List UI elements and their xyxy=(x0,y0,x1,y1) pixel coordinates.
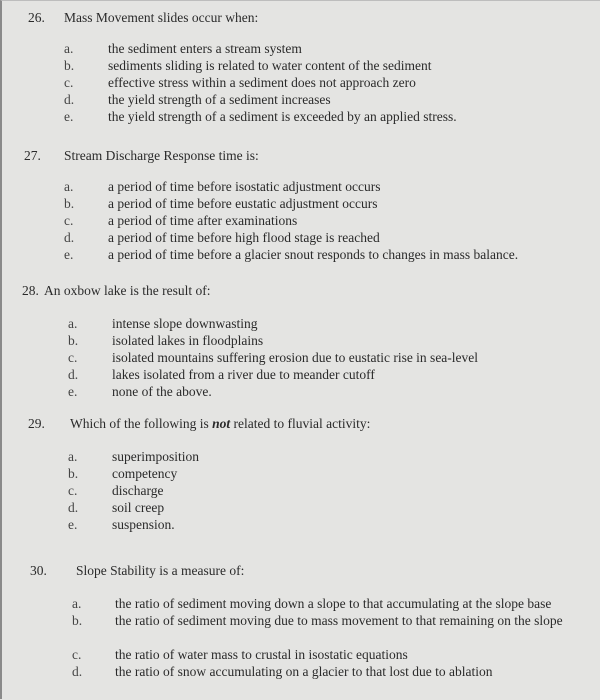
option-letter: b. xyxy=(64,58,75,73)
option-letter: b. xyxy=(68,333,79,348)
question-stem: Mass Movement slides occur when: xyxy=(64,10,259,25)
option-letter: d. xyxy=(64,230,75,245)
option-text: isolated mountains suffering erosion due to eustatic rise in sea-level xyxy=(112,350,479,365)
option-text: the ratio of snow accumulating on a glacier to that lost due to ablation xyxy=(115,664,493,679)
option-text: superimposition xyxy=(112,449,199,464)
option-text: effective stress within a sediment does not approach zero xyxy=(108,75,416,90)
option-text: sediments sliding is related to water content of the sediment xyxy=(108,58,432,73)
option-text: a period of time after examinations xyxy=(108,213,298,228)
question-number: 26. xyxy=(28,10,45,25)
option-text: the ratio of water mass to crustal in isostatic equations xyxy=(115,647,408,662)
option-text: the yield strength of a sediment is exceeded by an applied stress. xyxy=(108,109,457,124)
option-letter: a. xyxy=(68,449,78,464)
option-text: a period of time before high flood stage is reached xyxy=(108,230,380,245)
option-letter: c. xyxy=(68,350,78,365)
option-text: the ratio of sediment moving due to mass movement to that remaining on the slope xyxy=(115,613,563,628)
option-text: isolated lakes in floodplains xyxy=(112,333,264,348)
question-number: 27. xyxy=(24,148,41,163)
option-text: lakes isolated from a river due to meander cutoff xyxy=(112,367,375,382)
option-text: none of the above. xyxy=(112,384,212,399)
option-text: a period of time before a glacier snout responds to changes in mass balance. xyxy=(108,247,519,262)
question-number: 30. xyxy=(30,563,47,578)
option-text: soil creep xyxy=(112,500,165,515)
option-letter: e. xyxy=(64,109,74,124)
stem-after: related to fluvial activity: xyxy=(230,416,371,431)
option-letter: e. xyxy=(64,247,74,262)
question-stem: An oxbow lake is the result of: xyxy=(44,283,211,298)
question-number: 29. xyxy=(28,416,45,431)
option-text: competency xyxy=(112,466,178,481)
option-letter: d. xyxy=(64,92,75,107)
option-text: suspension. xyxy=(112,517,175,532)
option-text: the sediment enters a stream system xyxy=(108,41,302,56)
option-letter: d. xyxy=(68,367,79,382)
option-letter: c. xyxy=(64,213,74,228)
option-letter: b. xyxy=(72,613,83,628)
option-letter: a. xyxy=(72,596,82,611)
question-stem xyxy=(70,415,370,432)
option-letter: c. xyxy=(72,647,82,662)
option-letter: b. xyxy=(64,196,75,211)
question-number: 28. xyxy=(22,283,39,298)
option-letter: b. xyxy=(68,466,79,481)
option-letter: d. xyxy=(72,664,83,679)
option-text: discharge xyxy=(112,483,164,498)
question-stem: Stream Discharge Response time is: xyxy=(64,148,259,163)
option-text: intense slope downwasting xyxy=(112,316,258,331)
option-text: a period of time before isostatic adjustment occurs xyxy=(108,179,381,194)
option-letter: a. xyxy=(64,41,74,56)
option-text: the ratio of sediment moving down a slope to that accumulating at the slope base xyxy=(115,596,552,611)
option-letter: e. xyxy=(68,517,78,532)
option-text: a period of time before eustatic adjustment occurs xyxy=(108,196,378,211)
option-text: the yield strength of a sediment increases xyxy=(108,92,331,107)
option-letter: c. xyxy=(64,75,74,90)
question-stem: Slope Stability is a measure of: xyxy=(76,563,245,578)
option-letter: a. xyxy=(64,179,74,194)
option-letter: c. xyxy=(68,483,78,498)
stem-emphasis: not xyxy=(212,416,231,431)
option-letter: e. xyxy=(68,384,78,399)
option-letter: a. xyxy=(68,316,78,331)
option-letter: d. xyxy=(68,500,79,515)
stem-before: Which of the following is xyxy=(70,416,213,431)
